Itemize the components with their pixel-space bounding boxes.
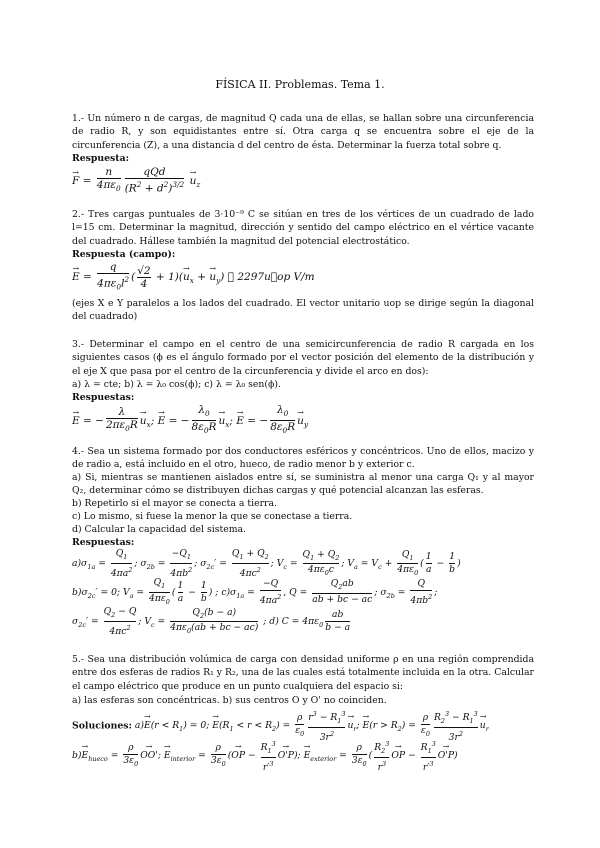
problem-2-note: (ejes X e Y paralelos a los lados del cuadrado. El vector unitario uop se dirige según la diagonal del cuadrado) — [72, 298, 534, 323]
problem-4-answer-label: Respuestas: — [72, 537, 135, 548]
problem-4-part-a: a) Si, mientras se mantienen aislados entre sí, se suministra al menor una carga Q₁ y al mayor Q₂, determinar cómo se distribuyen dichas cargas y qué potencial alcanzan las esferas. — [72, 472, 534, 497]
problem-5-solutions-line-2: $b)\to E_{hueco}$ = $\frac{\rho}{3\varepsilon_0}$ → OO'; → $E_{interior}$ = $\frac{\rho}{3\varepsilon_0}$ (→ OP − $\frac{R_1^3}{r'^3}$ → O'P); → $E_{exterior}$ = $\frac{\rho}{3\varepsilon_0}$ ( $\frac{R_2^3}{r^3}$ → OP − $\frac{R_1^3}{r'^3}$ → O'P) — [72, 738, 534, 774]
problem-4-part-d: d) Calcular la capacidad del sistema. — [72, 524, 247, 535]
problem-2-text: 2.- Tres cargas puntuales de 3·10⁻⁹ C se sitúan en tres de los vértices de un cuadrado de lado l=15 cm. Determinar la magnitud, dirección y sentido del campo eléctrico en el vértice vacante del cuadrado. Hállese también la magnitud del potencial electrostático. — [72, 209, 534, 247]
problem-4-answer-line-2: $b)\sigma_{2c}' = 0$; $V_a$ = $\frac{Q_1}{4\pi\varepsilon_0}$ ( $\frac{1}{a}$ − $\frac{1}{b}$ ) ; $c)\sigma_{1a}$ = $\frac{-Q}{4\pi a^2}$ , Q = $\frac{Q_2ab}{ab + bc - ac}$ ; $\sigma_{2b}$ = $\frac{Q}{4\pi b^2}$ ; — [72, 577, 438, 606]
problem-4-part-c: c) Lo mismo, si fuese la menor la que se conectase a tierra. — [72, 511, 353, 522]
problem-3-text: 3.- Determinar el campo en el centro de una semicircunferencia de radio R cargada en los siguientes casos (ϕ es el ángulo formado por el vector posición del elemento de la distribución y el eje X que pasa por el centro de la circunferencia y divide el arco en dos): — [72, 339, 534, 377]
problem-3-answer-label: Respuestas: — [72, 392, 135, 403]
problem-3-cases: a) λ = cte; b) λ = λ₀ cos(ϕ); c) λ = λ₀ sen(ϕ). — [72, 379, 281, 390]
problem-1-answer-label: Respuesta: — [72, 153, 130, 164]
problem-4-answer-line-3: $\sigma_{2c}'$ = $\frac{Q_2 - Q}{4\pi c^2}$ ; $V_c$ = $\frac{Q_2(b - a)}{4\pi\varepsilon_0(ab + bc - ac)}$ ; d) $C = 4\pi\varepsilon_0$ $\frac{ab}{b - a}$ — [72, 606, 351, 637]
problem-3-formula: → E = − $\frac{\lambda}{2\pi\varepsilon_0R}$ → $u_x$; → E = − $\frac{\lambda_0}{8\varepsilon_0R}$ → $u_x$; → E = − $\frac{\lambda_0}{8\varepsilon_0R}$ → $u_y$ — [72, 404, 534, 437]
problem-1-text: 1.- Un número n de cargas, de magnitud Q cada una de ellas, se hallan sobre una circunferencia de radio R, y son equidistantes entre sí. Otra carga q se encuentra sobre el eje de la circunferencia (Z), a una distancia d del centro de ésta. Determinar la fuerza total sobre q. — [72, 113, 534, 151]
problem-5-text: 5.- Sea una distribución volúmica de carga con densidad uniforme ρ en una región comprendida entre dos esferas de radios R₁ y R₂, una de las cuales está totalmente incluida en la otra. Calcular el campo eléctrico que produce en un punto cualquiera del espacio si: — [72, 654, 534, 692]
problem-5-solutions-line-1: Soluciones: $a)\to E(r < R_1) = 0$; → $E(R_1 < r < R_2)$ = $\frac{\rho}{\varepsilon_0}$ $\frac{r^3 - R_1^3}{3r^2}$ → $u_r$; → $E(r > R_2)$ = $\frac{\rho}{\varepsilon_0}$ $\frac{R_2^3 - R_1^3}{3r^2}$ → $u_r$ — [72, 708, 534, 744]
problem-5-solutions-label: Soluciones: — [72, 720, 132, 732]
problem-4-part-b: b) Repetirlo si el mayor se conecta a tierra. — [72, 498, 277, 509]
page-title: FÍSICA II. Problemas. Tema 1. — [215, 78, 385, 91]
problem-4-answer-line-1: $a)\sigma_{1a}$ = $\frac{Q_1}{4\pi a^2}$ ; $\sigma_{2b}$ = $\frac{-Q_1}{4\pi b^2}$ ; $\sigma_{2c}'$ = $\frac{Q_1 + Q_2}{4\pi c^2}$ ; $V_c$ = $\frac{Q_1 + Q_2}{4\pi\varepsilon_0c}$ ; $V_a = V_c$ + $\frac{Q_1}{4\pi\varepsilon_0}$ ( $\frac{1}{a}$ − $\frac{1}{b}$ ) — [72, 548, 461, 579]
problem-2-answer-label: Respuesta (campo): — [72, 249, 176, 260]
problem-1-formula: → F = $\frac{n}{4\pi\varepsilon_0}$ $\frac{\text{qQd}}{(R^2 + d^2)^{3/2}}$ → $u_z$ — [72, 166, 534, 195]
problem-4-intro: 4.- Sea un sistema formado por dos conductores esféricos y concéntricos. Uno de ellos, macizo y de radio a, está incluido en el otro, hueco, de radio menor b y exterior c. — [72, 446, 534, 471]
problem-5-cases: a) las esferas son concéntricas. b) sus centros O y O' no coinciden. — [72, 695, 387, 706]
problem-2-formula-result: ≅ 2297u⃗op V/m — [227, 271, 315, 284]
problem-2-formula: → E = $\frac{q}{4\pi\varepsilon_0l^2}$ ( $\frac{√2}{4}$ + $1)(\to u_x$ + → $u_y$) ≅ 2297u⃗op V/m — [72, 261, 534, 294]
